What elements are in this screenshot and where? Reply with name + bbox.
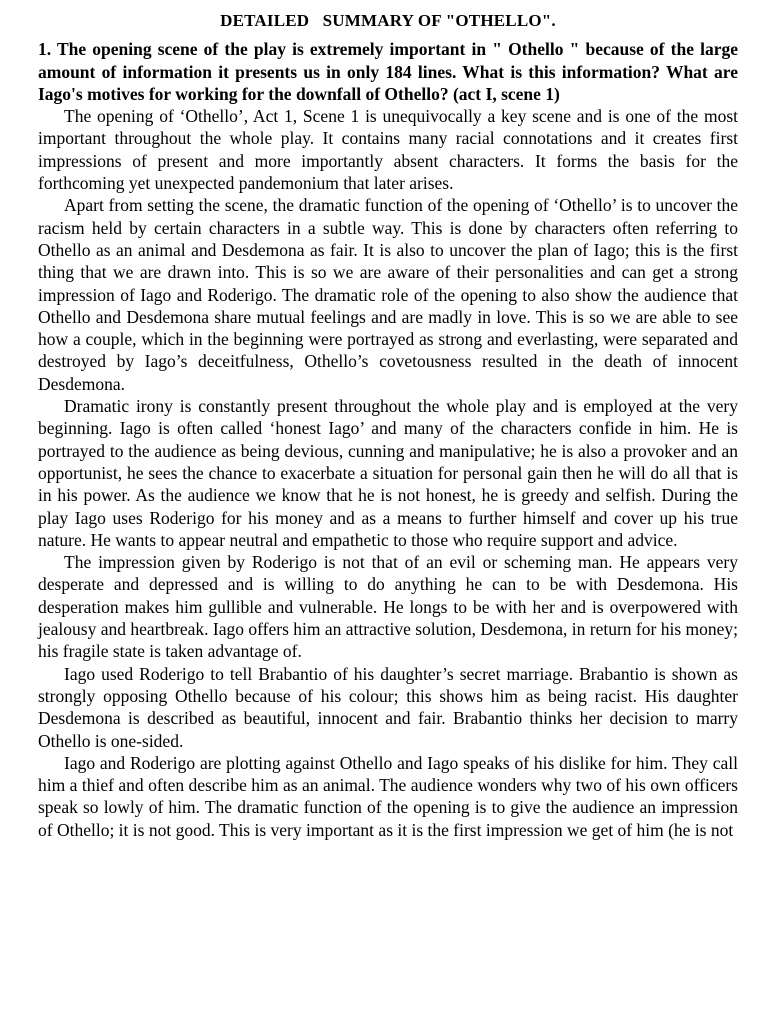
paragraph-dramatic-irony: Dramatic irony is constantly present throughout the whole play and is employed at the very beginning. Iago is often called ‘honest Iago’ and many of the characters confide in him. He is portrayed to the audience as being devious, cunning and manipulative; he is also a provoker and an opportunist, he sees the chance to exacerbate a situation for personal gain then he will do all that is in his power. As the audience we know that he is not honest, he is greedy and selfish. During the play Iago uses Roderigo for his money and as a means to further himself and cover up his true nature. He wants to appear neutral and empathetic to those who require support and advice. (38, 396, 738, 550)
document-title: DETAILED SUMMARY OF "OTHELLO". (220, 11, 556, 30)
paragraph-brabantio: Iago used Roderigo to tell Brabantio of his daughter’s secret marriage. Brabantio is shown as strongly opposing Othello because of his colour; this shows him as being racist. His daughter Desdemona is described as beautiful, innocent and fair. Brabantio thinks her decision to marry Othello is one-sided. (38, 663, 738, 751)
paragraph-dramatic-function: Apart from setting the scene, the dramatic function of the opening of ‘Othello’ is to uncover the racism held by certain characters in a subtle way. This is done by characters often referring to Othello as an animal and Desdemona as fair. It is also to uncover the plan of Iago; this is the first thing that we are drawn into. This is so we are aware of their personalities and can get a strong impression of Iago and Roderigo. The dramatic role of the opening to also show the audience that Othello and Desdemona share mutual feelings and are madly in love. This is so we are able to see how a couple, which in the beginning were portrayed as strong and everlasting, were separated and destroyed by Iago’s deceitfulness, Othello’s covetousness resulted in the death of innocent Desdemona. (38, 195, 738, 394)
paragraph-plotting: Iago and Roderigo are plotting against Othello and Iago speaks of his dislike for him. They call him a thief and often describe him as an animal. The audience wonders why two of his own officers speak so lowly of him. The dramatic function of the opening is to give the audience an impression of Othello; it is not good. This is very important as it is the first impression we get of him (he is not (38, 752, 738, 840)
essay-question: 1. The opening scene of the play is extremely important in " Othello " because of the large amount of information it presents us in only 184 lines. What is this information? What are Iago's motives for working for the downfall of Othello? (act I, scene 1) (38, 39, 738, 104)
paragraph-roderigo: The impression given by Roderigo is not that of an evil or scheming man. He appears very desperate and depressed and is willing to do anything he can to be with Desdemona. His desperation makes him gullible and vulnerable. He longs to be with her and is overpowered with jealousy and heartbreak. Iago offers him an attractive solution, Desdemona, in return for his money; his fragile state is taken advantage of. (38, 552, 738, 662)
paragraph-opening-scene: The opening of ‘Othello’, Act 1, Scene 1 is unequivocally a key scene and is one of the most important throughout the whole play. It contains many racial connotations and it creates first impressions of present and more importantly absent characters. It forms the basis for the forthcoming yet unexpected pandemonium that later arises. (38, 106, 738, 194)
document-page (38, 10, 738, 841)
